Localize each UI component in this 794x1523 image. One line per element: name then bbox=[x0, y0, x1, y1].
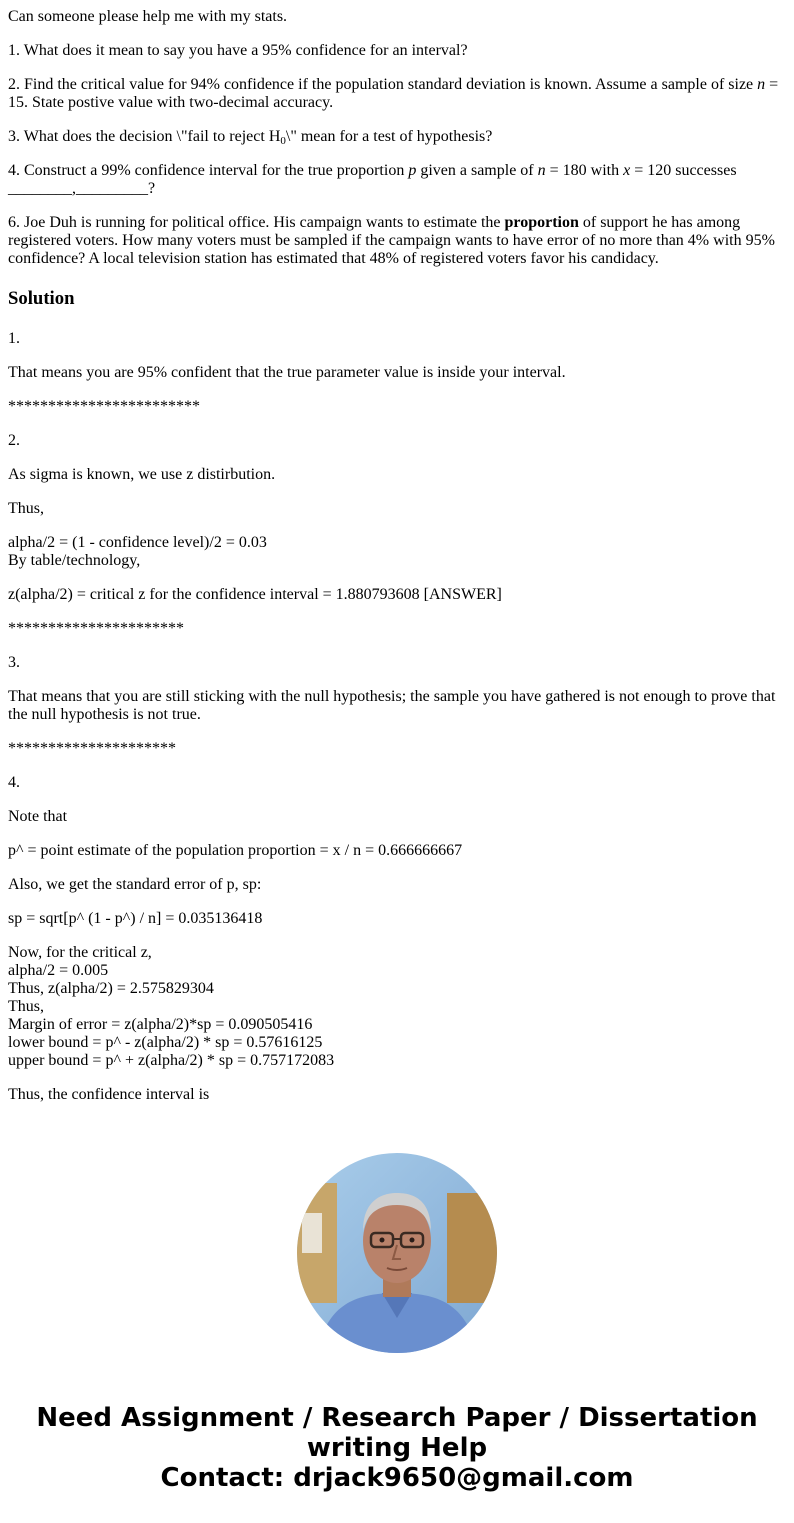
solution-4-alpha: alpha/2 = 0.005 bbox=[8, 962, 109, 979]
solution-2-critical-z: z(alpha/2) = critical z for the confidence interval = 1.880793608 [ANSWER] bbox=[8, 586, 502, 603]
question-4 bbox=[8, 162, 784, 198]
question-intro: Can someone please help me with my stats. bbox=[8, 8, 288, 25]
solution-4-phat: p^ = point estimate of the population proportion = x / n = 0.666666667 bbox=[8, 842, 463, 859]
question-2-text-end: = 15. State postive value with two-decimal accuracy. bbox=[8, 76, 779, 111]
subscript-zero: 0 bbox=[280, 135, 286, 147]
solution-4-also: Also, we get the standard error of p, sp: bbox=[8, 876, 262, 893]
solution-2-number: 2. bbox=[8, 432, 20, 449]
question-4-text-mid: given a sample of bbox=[416, 162, 538, 179]
question-1: 1. What does it mean to say you have a 95% confidence for an interval? bbox=[8, 42, 468, 59]
document-body bbox=[8, 0, 784, 1120]
separator-stars: ************************ bbox=[8, 398, 200, 415]
question-2-text: 2. Find the critical value for 94% confidence if the population standard deviation is known. Assume a sample of size bbox=[8, 76, 758, 93]
answer-blanks: ________,_________? bbox=[8, 180, 156, 197]
promo-contact[interactable]: Contact: drjack9650@gmail.com bbox=[160, 1463, 634, 1493]
question-6-text-end: of support he has among registered voters. How many voters must be sampled if the campaign wants to have error of no more than 4% with 95% confidence? A local television station has estimated that 48% of registered voters favor his candidacy. bbox=[8, 214, 775, 267]
variable-p: p bbox=[408, 162, 417, 179]
separator-stars: ********************* bbox=[8, 740, 176, 757]
question-6 bbox=[8, 214, 784, 268]
promo-line-2: writing Help bbox=[306, 1433, 488, 1463]
solution-2-alpha-block bbox=[8, 534, 784, 570]
solution-4-note: Note that bbox=[8, 808, 68, 825]
solution-4-z: Thus, z(alpha/2) = 2.575829304 bbox=[8, 980, 214, 997]
solution-4-now: Now, for the critical z, bbox=[8, 944, 152, 961]
solution-4-margin-of-error: Margin of error = z(alpha/2)*sp = 0.090505416 bbox=[8, 1016, 313, 1033]
avatar bbox=[297, 1153, 497, 1353]
variable-n: n bbox=[537, 162, 546, 179]
solution-2-thus: Thus, bbox=[8, 500, 44, 517]
person-portrait-icon bbox=[297, 1153, 497, 1353]
solution-4-lower-bound: lower bound = p^ - z(alpha/2) * sp = 0.57616125 bbox=[8, 1034, 323, 1051]
solution-3-number: 3. bbox=[8, 654, 20, 671]
solution-4-final: Thus, the confidence interval is bbox=[8, 1086, 210, 1103]
solution-4-number: 4. bbox=[8, 774, 20, 791]
question-6-text: 6. Joe Duh is running for political office. His campaign wants to estimate the bbox=[8, 214, 505, 231]
variable-n: n bbox=[757, 76, 766, 93]
question-2 bbox=[8, 76, 784, 112]
solution-2-text: As sigma is known, we use z distirbution. bbox=[8, 466, 276, 483]
solution-1-number: 1. bbox=[8, 330, 20, 347]
solution-4-upper-bound: upper bound = p^ + z(alpha/2) * sp = 0.757172083 bbox=[8, 1052, 335, 1069]
promo-banner bbox=[0, 1403, 794, 1493]
question-4-text: 4. Construct a 99% confidence interval for the true proportion bbox=[8, 162, 409, 179]
question-4-text-end: = 120 successes bbox=[630, 162, 737, 179]
solution-4-thus: Thus, bbox=[8, 998, 44, 1015]
solution-heading: Solution bbox=[8, 288, 75, 309]
promo-line-1: Need Assignment / Research Paper / Dissertation bbox=[36, 1403, 758, 1433]
variable-x: x bbox=[623, 162, 631, 179]
solution-3-text: That means that you are still sticking with the null hypothesis; the sample you have gathered is not enough to prove that the null hypothesis is not true. bbox=[8, 688, 776, 723]
question-4-text-mid2: = 180 with bbox=[545, 162, 624, 179]
separator-stars: ********************** bbox=[8, 620, 184, 637]
question-3 bbox=[8, 128, 784, 146]
solution-2-alpha: alpha/2 = (1 - confidence level)/2 = 0.03 bbox=[8, 534, 267, 551]
solution-1-text: That means you are 95% confident that the true parameter value is inside your interval. bbox=[8, 364, 566, 381]
solution-2-table: By table/technology, bbox=[8, 552, 141, 569]
solution-4-sp: sp = sqrt[p^ (1 - p^) / n] = 0.035136418 bbox=[8, 910, 263, 927]
solution-4-calc-block bbox=[8, 944, 784, 1070]
question-3-text: 3. What does the decision \"fail to reject H bbox=[8, 128, 281, 145]
question-6-bold-word: proportion bbox=[504, 214, 579, 231]
question-3-text-end: \" mean for a test of hypothesis? bbox=[285, 128, 493, 145]
